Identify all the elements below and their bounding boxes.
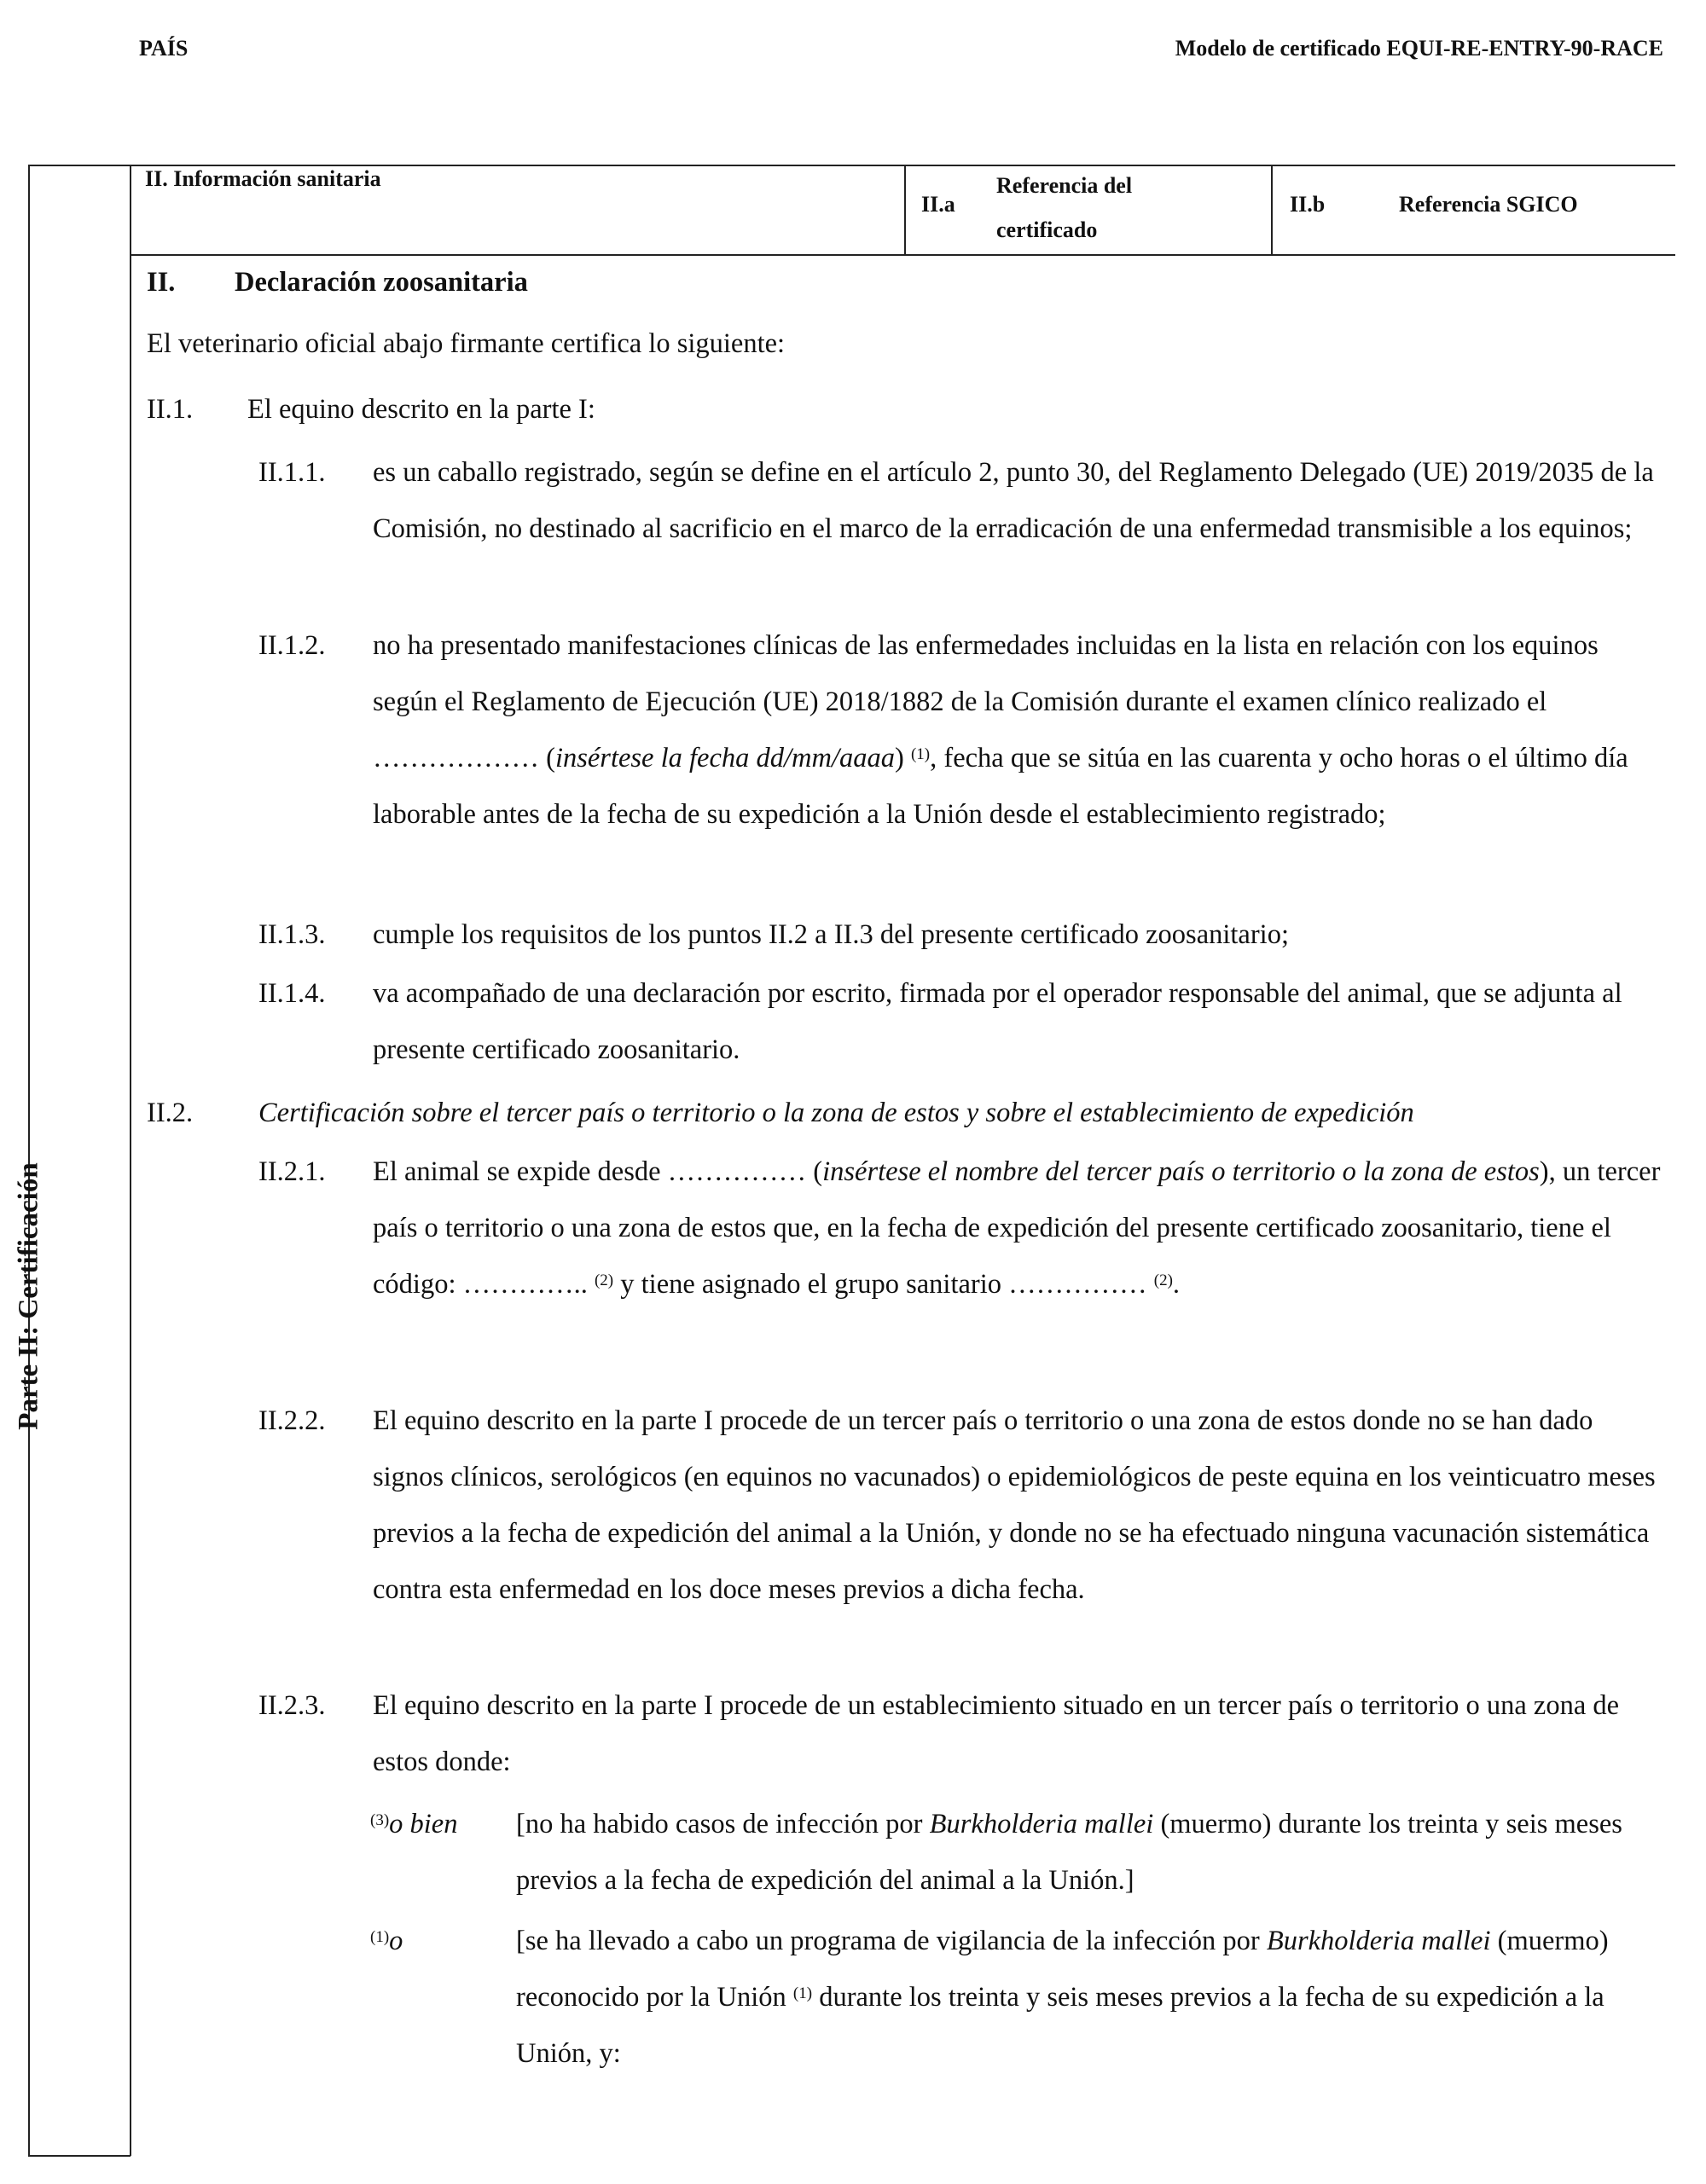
s2-number: II.2.: [147, 1098, 194, 1128]
item-1-3-text: cumple los requisitos de los puntos II.2 a II.3 del presente certificado zoosanitario;: [373, 919, 1289, 950]
ref-a-label: [996, 164, 1132, 252]
side-divider-line: [130, 165, 131, 2156]
item-2-3-text: El equino descrito en la parte I procede de un establecimiento situado en un tercer país o territorio o una zona de estos donde:: [373, 1690, 1620, 1777]
s1-text: El equino descrito en la parte I:: [247, 394, 595, 425]
item-2-3-number: II.2.3.: [258, 1690, 326, 1721]
item-1-4-number: II.1.4.: [258, 978, 326, 1009]
item-2-1-text: El animal se expide desde …………… (insértese el nombre del tercer país o territorio o la zona de estos), un tercer país o territorio o una zona de estos que, en la fecha de expedición del presente certificado zoosanitario, tiene el código: ………….. $^{(2)}$ y tiene asignado el grupo sanitario …………… $^{(2)}$.: [373, 1156, 1661, 1300]
item-1-1-text: es un caballo registrado, según se define en el artículo 2, punto 30, del Reglamento Delegado (UE) 2019/2035 de la Comisión, no destinado al sacrificio en el marco de la erradicación de una enfermedad transmisible a los equinos;: [373, 457, 1654, 544]
ref-a-code: II.a: [921, 192, 955, 217]
title-number: II.: [147, 267, 176, 298]
item-2-2-text: El equino descrito en la parte I procede de un tercer país o territorio o una zona de estos donde no se han dado signos clínicos, serológicos (en equinos no vacunados) o epidemiológicos de peste equina en los veinticuatro meses previos a la fecha de expedición del animal a la Unión, y donde no se ha efectuado ninguna vacunación sistemática contra esta enfermedad en los doce meses previos a dicha fecha.: [373, 1405, 1656, 1605]
certificate-model: Modelo de certificado EQUI-RE-ENTRY-90-RACE: [1175, 36, 1663, 61]
item-1-2-text: no ha presentado manifestaciones clínicas de las enfermedades incluidas en la lista en relación con los equinos según el Reglamento de Ejecución (UE) 2018/1882 de la Comisión durante el examen clínico realizado el ……………… (insértese la fecha dd/mm/aaaa) $^{(1)}$, fecha que se sitúa en las cuarenta y ocho horas o el último día laborable antes de la fecha de su expedición a la Unión desde el establecimiento registrado;: [373, 630, 1628, 830]
item-1-3-number: II.1.3.: [258, 919, 326, 950]
ref-b-code: II.b: [1290, 192, 1326, 217]
ref-a-label-line2: certificado: [996, 217, 1098, 242]
item-2-1-number: II.2.1.: [258, 1156, 326, 1187]
option-2-label: $^{(1)}$o: [370, 1926, 403, 1956]
option-1-label: $^{(3)}$o bien: [370, 1809, 458, 1839]
part-label: Parte II: Certificación: [13, 1162, 44, 1430]
country-label: PAÍS: [139, 36, 189, 61]
item-1-1-number: II.1.1.: [258, 457, 326, 488]
s1-number: II.1.: [147, 394, 194, 425]
option-1-text: [no ha habido casos de infección por Burkholderia mallei (muermo) durante los treinta y seis meses previos a la fecha de expedición del animal a la Unión.]: [516, 1809, 1622, 1896]
item-2-2-number: II.2.2.: [258, 1405, 326, 1436]
title-text: Declaración zoosanitaria: [235, 267, 528, 298]
ref-b-label: Referencia SGICO: [1399, 192, 1578, 217]
section-heading: II. Información sanitaria: [145, 166, 381, 191]
ref-a-label-line1: Referencia del: [996, 173, 1133, 198]
header-divider-b: [1271, 165, 1273, 255]
intro-text: El veterinario oficial abajo firmante certifica lo siguiente:: [147, 328, 786, 359]
s2-text: Certificación sobre el tercer país o territorio o la zona de estos y sobre el establecimiento de expedición: [258, 1098, 1414, 1128]
item-1-4-text: va acompañado de una declaración por escrito, firmada por el operador responsable del animal, que se adjunta al presente certificado zoosanitario.: [373, 978, 1622, 1065]
item-1-2-number: II.1.2.: [258, 630, 326, 661]
option-2-text: [se ha llevado a cabo un programa de vigilancia de la infección por Burkholderia mallei (muermo) reconocido por la Unión $^{(1)}$ durante los treinta y seis meses previos a la fecha de su expedición a la Unión, y:: [516, 1926, 1609, 2069]
header-divider-a: [904, 165, 906, 255]
frame-bottom-line: [28, 2155, 131, 2157]
